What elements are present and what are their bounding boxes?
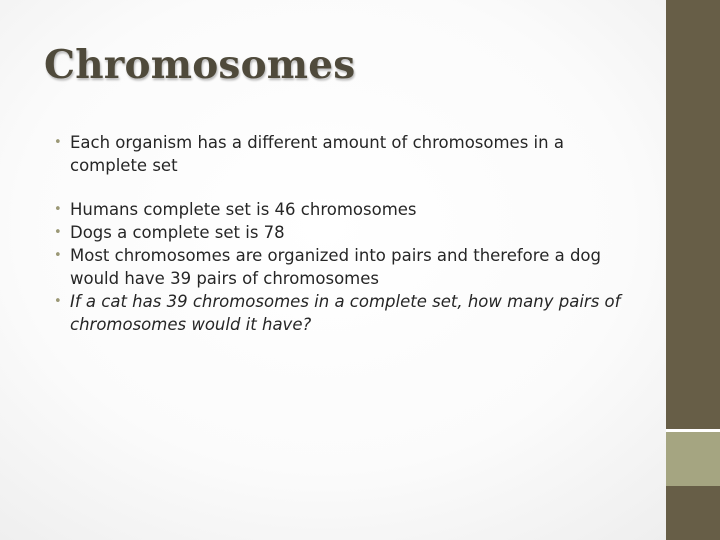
bullet-text: Most chromosomes are organized into pairs and therefore a dog would have 39 pairs of chromosomes [70, 246, 601, 288]
bullet-dot-icon: • [54, 248, 62, 263]
bullet-dot-icon: • [54, 202, 62, 217]
accent-bar-light [666, 432, 720, 486]
bullet-text: Each organism has a different amount of chromosomes in a complete set [70, 133, 564, 175]
bullet-list [54, 131, 624, 336]
slide-title: Chromosomes [44, 42, 356, 88]
bullet-dot-icon: • [54, 225, 62, 240]
bullet-item [54, 131, 624, 177]
bullet-text: Humans complete set is 46 chromosomes [70, 200, 417, 219]
bullet-text-question: If a cat has 39 chromosomes in a complete set, how many pairs of chromosomes would it have? [70, 292, 621, 334]
bullet-item [54, 290, 624, 336]
bullet-dot-icon: • [54, 135, 62, 150]
bullet-item [54, 244, 624, 290]
bullet-dot-icon: • [54, 294, 62, 309]
bullet-item [54, 198, 624, 221]
bullet-item [54, 221, 624, 244]
bullet-text: Dogs a complete set is 78 [70, 223, 285, 242]
